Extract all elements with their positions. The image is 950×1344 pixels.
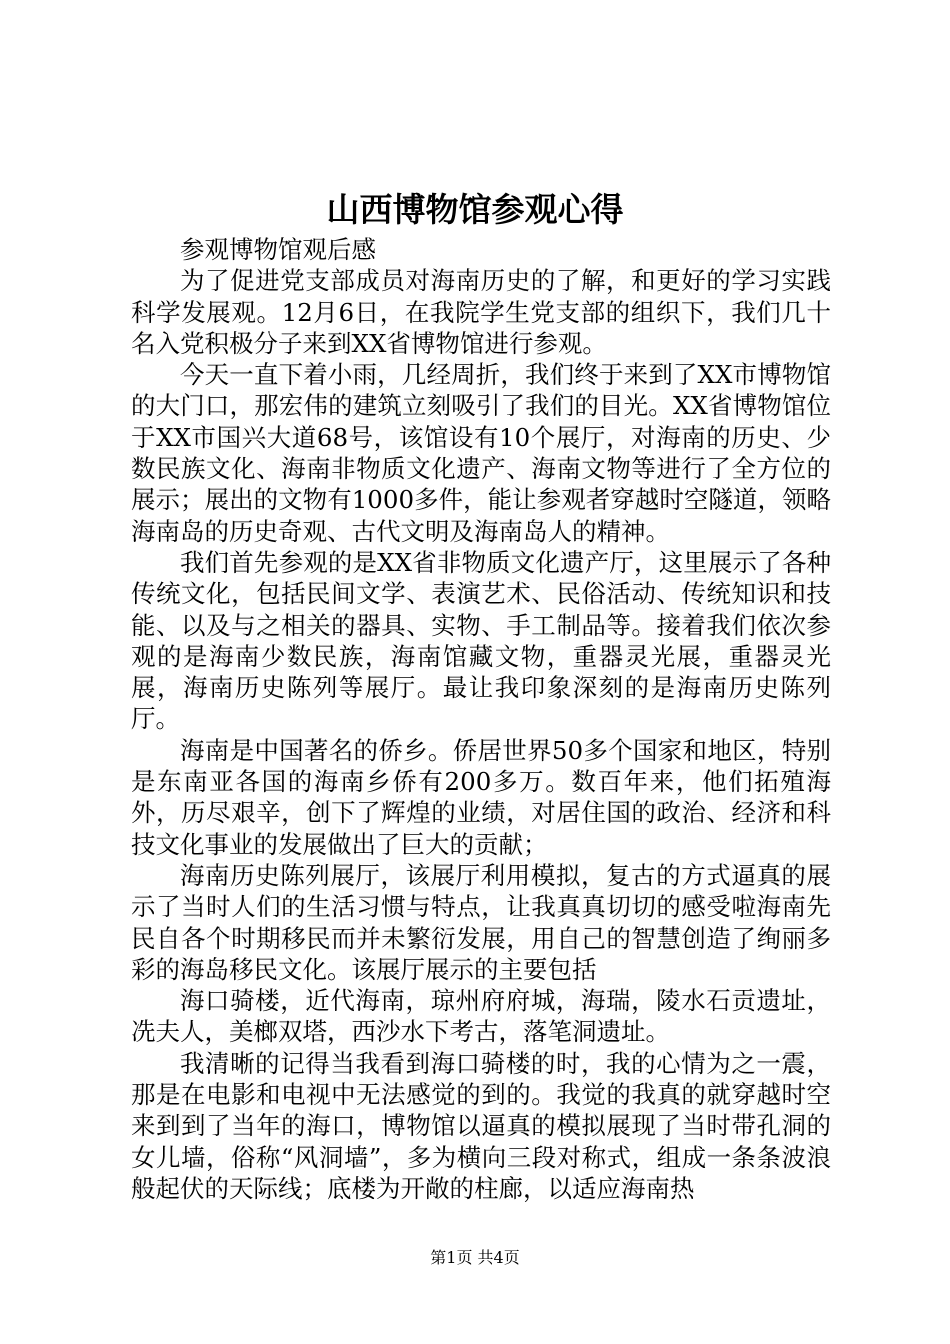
document-body xyxy=(131,234,831,1204)
paragraph: 今天一直下着小雨，几经周折，我们终于来到了XX市博物馆的大门口，那宏伟的建筑立刻吸引了我们的目光。XX省博物馆位于XX市国兴大道68号，该馆设有10个展厅，对海南的历史、少数民族文化、海南非物质文化遗产、海南文物等进行了全方位的展示；展出的文物有1000多件，能让参观者穿越时空隧道，领略海南岛的历史奇观、古代文明及海南岛人的精神。 xyxy=(131,360,831,546)
paragraph: 海南历史陈列展厅，该展厅利用模拟，复古的方式逼真的展示了当时人们的生活习惯与特点，让我真真切切的感受啦海南先民自各个时期移民而并未繁衍发展，用自己的智慧创造了绚丽多彩的海岛移民文化。该展厅展示的主要包括 xyxy=(131,860,831,984)
paragraph: 我们首先参观的是XX省非物质文化遗产厅，这里展示了各种传统文化，包括民间文学、表演艺术、民俗活动、传统知识和技能、以及与之相关的器具、实物、手工制品等。接着我们依次参观的是海南少数民族，海南馆藏文物，重器灵光展，重器灵光展，海南历史陈列等展厅。最让我印象深刻的是海南历史陈列厅。 xyxy=(131,547,831,734)
page-title: 山西博物馆参观心得 xyxy=(326,190,624,229)
paragraph: 我清晰的记得当我看到海口骑楼的时，我的心情为之一震，那是在电影和电视中无法感觉的到的。我觉的我真的就穿越时空来到到了当年的海口，博物馆以逼真的模拟展现了当时带孔洞的女儿墙，俗称“风洞墙”，多为横向三段对称式，组成一条条波浪般起伏的天际线；底楼为开敞的柱廊，以适应海南热 xyxy=(131,1048,831,1203)
paragraph: 为了促进党支部成员对海南历史的了解，和更好的学习实践科学发展观。12月6日，在我院学生党支部的组织下，我们几十名入党积极分子来到XX省博物馆进行参观。 xyxy=(131,266,831,358)
document-subtitle: 参观博物馆观后感 xyxy=(180,235,376,264)
paragraph: 海南是中国著名的侨乡。侨居世界50多个国家和地区，特别是东南亚各国的海南乡侨有200多万。数百年来，他们拓殖海外，历尽艰辛，创下了辉煌的业绩，对居住国的政治、经济和科技文化事业的发展做出了巨大的贡献； xyxy=(131,735,831,859)
paragraph: 海口骑楼，近代海南，琼州府府城，海瑞，陵水石贡遗址，冼夫人，美榔双塔，西沙水下考古，落笔洞遗址。 xyxy=(131,986,831,1047)
page-footer: 第1页 共4页 xyxy=(430,1248,520,1267)
